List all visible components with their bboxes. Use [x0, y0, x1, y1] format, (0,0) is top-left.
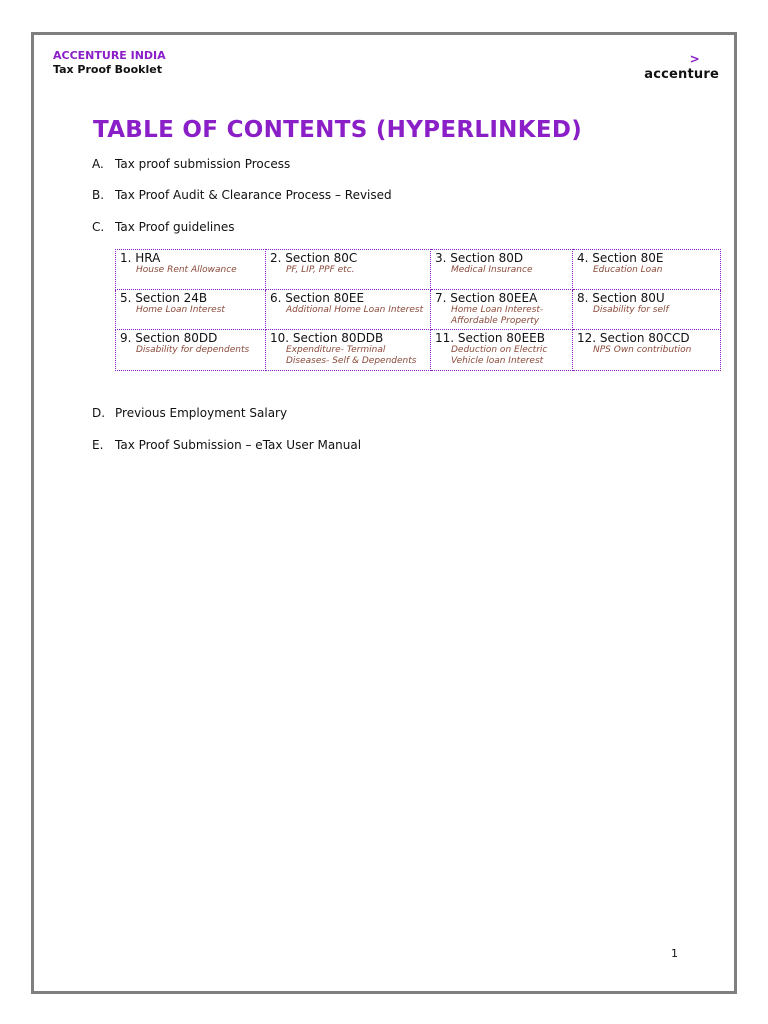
document-header — [53, 49, 166, 77]
toc-link[interactable]: Tax Proof guidelines — [115, 220, 235, 234]
guideline-link[interactable]: 12. Section 80CCD — [577, 331, 690, 345]
guideline-cell[interactable] — [266, 250, 431, 290]
guideline-description: Expenditure- Terminal Diseases- Self & Dependents — [286, 345, 417, 366]
toc-item-b[interactable] — [92, 188, 392, 202]
guideline-cell[interactable] — [431, 290, 573, 330]
page-title: TABLE OF CONTENTS (HYPERLINKED) — [93, 117, 583, 143]
toc-link[interactable]: Tax Proof Submission – eTax User Manual — [115, 438, 362, 452]
toc-letter: B. — [92, 188, 105, 202]
document-name: Tax Proof Booklet — [53, 63, 162, 76]
toc-letter: A. — [92, 157, 104, 171]
table-row — [116, 330, 721, 371]
guideline-link[interactable]: 10. Section 80DDB — [270, 331, 384, 345]
guideline-description: House Rent Allowance — [136, 265, 237, 275]
guideline-description: Additional Home Loan Interest — [286, 305, 424, 315]
guideline-description: Education Loan — [593, 265, 663, 275]
guideline-cell[interactable] — [573, 330, 721, 371]
logo-arrow-icon: > — [689, 52, 700, 66]
toc-letter: D. — [92, 406, 106, 420]
logo-wordmark: accenture — [644, 67, 719, 82]
guideline-link[interactable]: 5. Section 24B — [120, 291, 208, 305]
guideline-cell[interactable] — [116, 290, 266, 330]
guideline-cell[interactable] — [266, 290, 431, 330]
toc-item-a[interactable] — [92, 157, 290, 171]
guideline-link[interactable]: 4. Section 80E — [577, 251, 664, 265]
accenture-logo — [644, 52, 719, 82]
toc-letter: C. — [92, 220, 105, 234]
guideline-link[interactable]: 3. Section 80D — [435, 251, 524, 265]
document-page — [31, 32, 737, 994]
guideline-cell[interactable] — [431, 250, 573, 290]
guideline-link[interactable]: 9. Section 80DD — [120, 331, 218, 345]
guideline-cell[interactable] — [116, 330, 266, 371]
page-number: 1 — [671, 947, 678, 960]
guideline-link[interactable]: 1. HRA — [120, 251, 161, 265]
guideline-cell[interactable] — [116, 250, 266, 290]
company-name: ACCENTURE INDIA — [53, 49, 166, 62]
guideline-cell[interactable] — [573, 250, 721, 290]
table-row — [116, 290, 721, 330]
toc-item-e[interactable] — [92, 438, 361, 452]
guideline-description: Deduction on Electric Vehicle loan Interest — [451, 345, 548, 366]
guideline-description: Home Loan Interest — [136, 305, 225, 315]
guideline-link[interactable]: 6. Section 80EE — [270, 291, 365, 305]
guideline-cell[interactable] — [431, 330, 573, 371]
toc-link[interactable]: Tax Proof Audit & Clearance Process – Revised — [115, 188, 392, 202]
guideline-link[interactable]: 8. Section 80U — [577, 291, 665, 305]
guideline-description: PF, LIP, PPF etc. — [286, 265, 355, 275]
guideline-cell[interactable] — [573, 290, 721, 330]
guideline-link[interactable]: 7. Section 80EEA — [435, 291, 538, 305]
table-row — [116, 250, 721, 290]
guideline-link[interactable]: 2. Section 80C — [270, 251, 358, 265]
guideline-cell[interactable] — [266, 330, 431, 371]
toc-link[interactable]: Tax proof submission Process — [115, 157, 291, 171]
guideline-description: Disability for dependents — [136, 345, 250, 355]
toc-link[interactable]: Previous Employment Salary — [115, 406, 288, 420]
toc-item-d[interactable] — [92, 406, 287, 420]
guideline-description: Home Loan Interest- Affordable Property — [451, 305, 544, 326]
guideline-description: NPS Own contribution — [593, 345, 692, 355]
toc-item-c[interactable] — [92, 220, 235, 234]
guideline-description: Disability for self — [593, 305, 669, 315]
toc-letter: E. — [92, 438, 104, 452]
guideline-link[interactable]: 11. Section 80EEB — [435, 331, 545, 345]
guidelines-table — [115, 249, 721, 371]
guideline-description: Medical Insurance — [451, 265, 533, 275]
